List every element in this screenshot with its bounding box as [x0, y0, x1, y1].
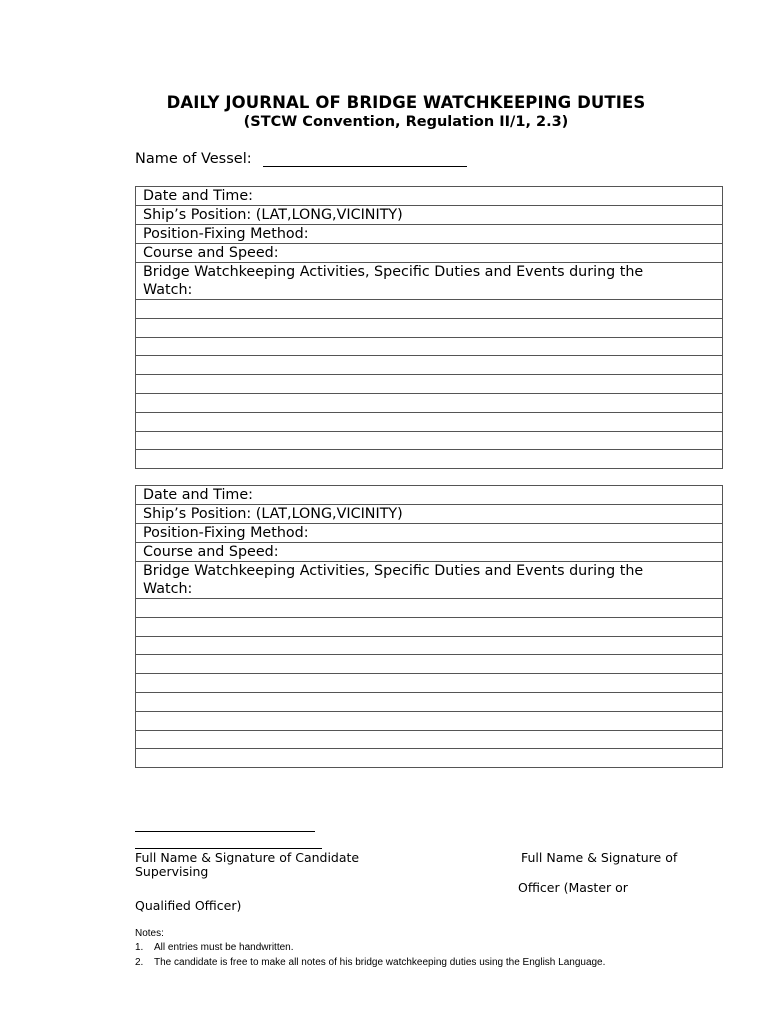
note-item	[135, 941, 605, 955]
vessel-name-label: Name of Vessel:	[135, 151, 252, 167]
journal-table-2	[135, 485, 723, 768]
blank-entry-cell[interactable]	[136, 356, 723, 375]
watch-activities-field[interactable]: Bridge Watchkeeping Activities, Specific Duties and Events during the Watch:	[136, 263, 723, 300]
blank-entry-cell[interactable]	[136, 431, 723, 450]
date-time-field[interactable]: Date and Time:	[136, 187, 723, 206]
blank-entry-row	[136, 393, 723, 412]
blank-entry-cell[interactable]	[136, 749, 723, 768]
blank-entry-row	[136, 730, 723, 749]
note-text: All entries must be handwritten.	[154, 941, 294, 953]
blank-entry-row	[136, 300, 723, 319]
blank-entry-row	[136, 431, 723, 450]
course-speed-field[interactable]: Course and Speed:	[136, 244, 723, 263]
blank-entry-cell[interactable]	[136, 599, 723, 618]
blank-entry-row	[136, 375, 723, 394]
blank-entry-cell[interactable]	[136, 655, 723, 674]
blank-entry-row	[136, 674, 723, 693]
blank-entry-cell[interactable]	[136, 711, 723, 730]
note-item	[135, 956, 605, 970]
blank-entry-row	[136, 617, 723, 636]
officer-role-label: Officer (Master or	[518, 880, 628, 895]
blank-entry-row	[136, 711, 723, 730]
blank-entry-row	[136, 749, 723, 768]
note-number: 2.	[135, 957, 144, 968]
blank-entry-cell[interactable]	[136, 692, 723, 711]
ship-position-field[interactable]: Ship’s Position: (LAT,LONG,VICINITY)	[136, 505, 723, 524]
blank-entry-row	[136, 655, 723, 674]
supervisor-signature-line[interactable]	[135, 848, 322, 849]
date-time-field[interactable]: Date and Time:	[136, 486, 723, 505]
blank-entry-cell[interactable]	[136, 636, 723, 655]
notes-heading: Notes:	[135, 928, 164, 939]
watch-activities-field[interactable]: Bridge Watchkeeping Activities, Specific Duties and Events during the Watch:	[136, 562, 723, 599]
blank-entry-row	[136, 318, 723, 337]
page-title: DAILY JOURNAL OF BRIDGE WATCHKEEPING DUTIES	[166, 93, 646, 112]
blank-entry-row	[136, 450, 723, 469]
blank-entry-cell[interactable]	[136, 318, 723, 337]
blank-entry-cell[interactable]	[136, 730, 723, 749]
vessel-name-field	[135, 150, 467, 167]
position-fixing-method-field[interactable]: Position-Fixing Method:	[136, 524, 723, 543]
candidate-signature-line[interactable]	[135, 831, 315, 832]
page-subtitle: (STCW Convention, Regulation II/1, 2.3)	[243, 114, 569, 130]
ship-position-field[interactable]: Ship’s Position: (LAT,LONG,VICINITY)	[136, 206, 723, 225]
note-number: 1.	[135, 941, 144, 953]
blank-entry-cell[interactable]	[136, 617, 723, 636]
position-fixing-method-field[interactable]: Position-Fixing Method:	[136, 225, 723, 244]
blank-entry-cell[interactable]	[136, 375, 723, 394]
officer-signature-label: Full Name & Signature of	[521, 850, 678, 865]
blank-entry-row	[136, 412, 723, 431]
blank-entry-cell[interactable]	[136, 300, 723, 319]
blank-entry-cell[interactable]	[136, 412, 723, 431]
qualified-officer-label: Qualified Officer)	[135, 898, 242, 913]
course-speed-field[interactable]: Course and Speed:	[136, 543, 723, 562]
notes-section	[135, 927, 605, 972]
blank-entry-cell[interactable]	[136, 393, 723, 412]
blank-entry-cell[interactable]	[136, 337, 723, 356]
blank-entry-cell[interactable]	[136, 674, 723, 693]
blank-entry-row	[136, 356, 723, 375]
vessel-name-blank-line[interactable]	[263, 150, 467, 167]
blank-entry-cell[interactable]	[136, 450, 723, 469]
journal-table-1	[135, 186, 723, 469]
blank-entry-row	[136, 599, 723, 618]
note-text: The candidate is free to make all notes of his bridge watchkeeping duties using the English Language.	[154, 957, 606, 968]
blank-entry-row	[136, 692, 723, 711]
blank-entry-row	[136, 337, 723, 356]
candidate-signature-label: Full Name & Signature of Candidate	[135, 850, 360, 865]
supervising-label: Supervising	[135, 864, 209, 879]
blank-entry-row	[136, 636, 723, 655]
